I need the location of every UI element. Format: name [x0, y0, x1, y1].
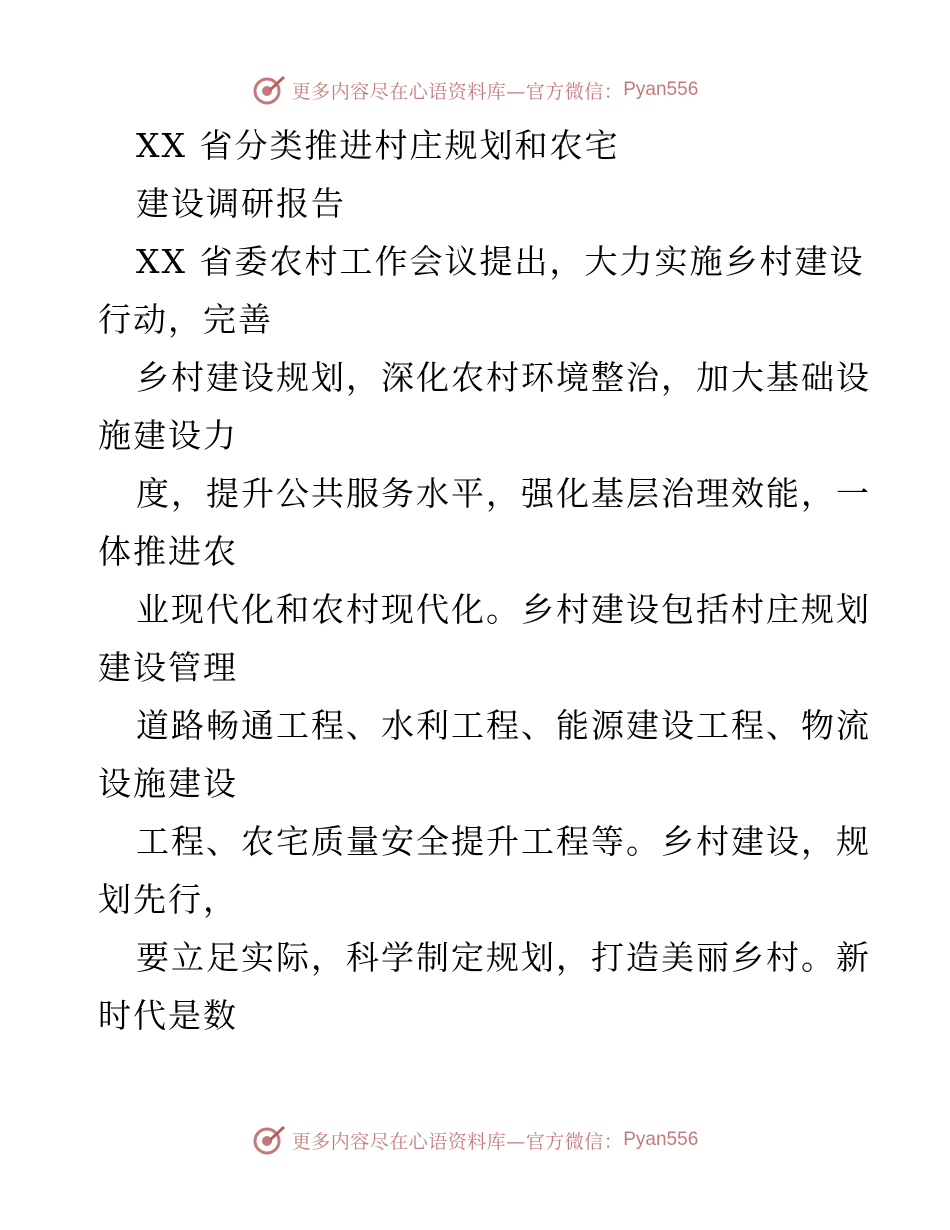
watermark-text: 更多内容尽在心语资料库—官方微信： — [291, 80, 624, 103]
body-line: 设施建设 — [98, 764, 238, 803]
body-line: 时代是数 — [98, 996, 238, 1035]
body-line: 划先行， — [98, 880, 238, 919]
watermark-footer — [0, 1120, 950, 1160]
body-line: 道路畅通工程、水利工程、能源建设工程、物流 — [136, 706, 871, 745]
pen-circle-logo-icon — [252, 1123, 286, 1157]
document-body — [98, 117, 871, 1045]
document-title-line-2: 建设调研报告 — [136, 184, 346, 223]
body-line: 工程、农宅质量安全提升工程等。乡村建设，规 — [136, 822, 871, 861]
watermark-wechat-id: Pyan556 — [623, 79, 699, 100]
body-line: XX 省委农村工作会议提出，大力实施乡村建设 — [136, 242, 865, 281]
watermark-wechat-id: Pyan556 — [623, 1129, 699, 1150]
pen-circle-logo-icon — [252, 73, 286, 107]
body-line: 施建设力 — [98, 416, 238, 455]
body-line: 乡村建设规划，深化农村环境整治，加大基础设 — [136, 358, 871, 397]
body-line: 体推进农 — [98, 532, 238, 571]
watermark-header — [0, 70, 950, 110]
document-title-line-1: XX 省分类推进村庄规划和农宅 — [136, 126, 620, 165]
body-line: 度，提升公共服务水平，强化基层治理效能，一 — [136, 474, 871, 513]
body-line: 行动，完善 — [98, 300, 273, 339]
body-line: 要立足实际，科学制定规划，打造美丽乡村。新 — [136, 938, 871, 977]
watermark-text: 更多内容尽在心语资料库—官方微信： — [291, 1130, 624, 1153]
body-line: 建设管理 — [98, 648, 238, 687]
body-line: 业现代化和农村现代化。乡村建设包括村庄规划 — [136, 590, 871, 629]
